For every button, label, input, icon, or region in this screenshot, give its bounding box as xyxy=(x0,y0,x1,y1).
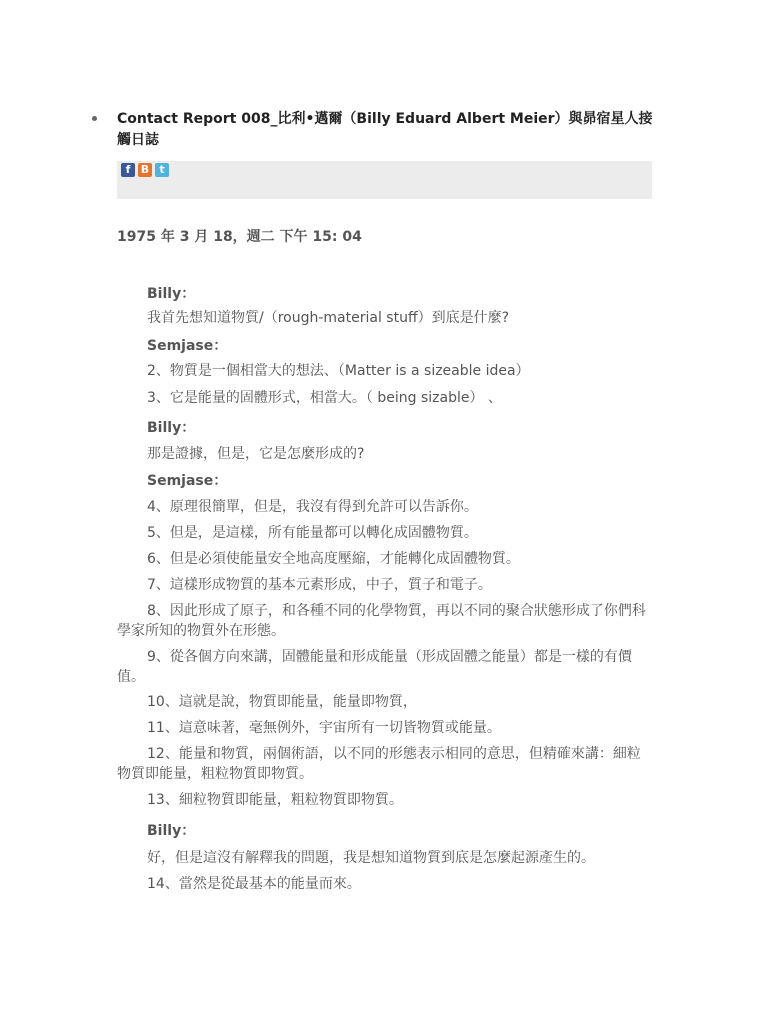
dialogue-line: 4、原理很簡單，但是，我沒有得到允許可以告訴你。 xyxy=(147,499,478,515)
blogger-icon[interactable]: B xyxy=(138,163,152,177)
dialogue-line: 3、它是能量的固體形式，相當大。（ being sizable） 、 xyxy=(147,390,502,406)
twitter-icon[interactable]: t xyxy=(155,163,169,177)
speaker-label-semjase: Semjase： xyxy=(147,473,228,489)
dialogue-line: 7、這樣形成物質的基本元素形成，中子，質子和電子。 xyxy=(147,577,492,593)
dialogue-line: 6、但是必須使能量安全地高度壓縮，才能轉化成固體物質。 xyxy=(147,551,520,567)
dialogue-paragraph: 12、能量和物質，兩個術語，以不同的形態表示相同的意思，但精確來講：細粒物質即能量，粗粒物質即物質。 xyxy=(117,746,641,782)
dialogue-line: 10、這就是說，物質即能量，能量即物質， xyxy=(147,694,417,710)
dialogue-line: 我首先想知道物質/（rough-material stuff）到底是什麼? xyxy=(147,310,510,326)
dialogue-paragraph: 9、從各個方向來講，固體能量和形成能量（形成固體之能量）都是一樣的有價值。 xyxy=(117,649,632,685)
speaker-label-billy: Billy： xyxy=(147,823,196,839)
share-bar xyxy=(117,161,652,199)
speaker-label-semjase: Semjase： xyxy=(147,338,228,354)
list-bullet xyxy=(92,116,97,121)
dialogue-line: 那是證據，但是，它是怎麼形成的? xyxy=(147,446,365,462)
dialogue-line: 11、這意味著，毫無例外，宇宙所有一切皆物質或能量。 xyxy=(147,720,501,736)
dialogue-line: 5、但是，是這樣，所有能量都可以轉化成固體物質。 xyxy=(147,525,478,541)
dialogue-line: 好，但是這沒有解釋我的問題，我是想知道物質到底是怎麼起源產生的。 xyxy=(147,850,595,866)
dialogue-line: 13、細粒物質即能量，粗粒物質即物質。 xyxy=(147,792,403,808)
dialogue-line: 2、物質是一個相當大的想法、（Matter is a sizeable idea） xyxy=(147,363,530,379)
speaker-label-billy: Billy： xyxy=(147,286,196,302)
report-dateline: 1975 年 3 月 18，週二 下午 15: 04 xyxy=(117,229,362,245)
facebook-icon[interactable]: f xyxy=(121,163,135,177)
speaker-label-billy: Billy： xyxy=(147,420,196,436)
dialogue-line: 14、當然是從最基本的能量而來。 xyxy=(147,876,361,892)
dialogue-paragraph: 8、因此形成了原子，和各種不同的化學物質，再以不同的聚合狀態形成了你們科學家所知的物質外在形態。 xyxy=(117,603,646,639)
page-title[interactable]: Contact Report 008_比利•邁爾（Billy Eduard Albert Meier）與昴宿星人接觸日誌 xyxy=(117,111,653,148)
